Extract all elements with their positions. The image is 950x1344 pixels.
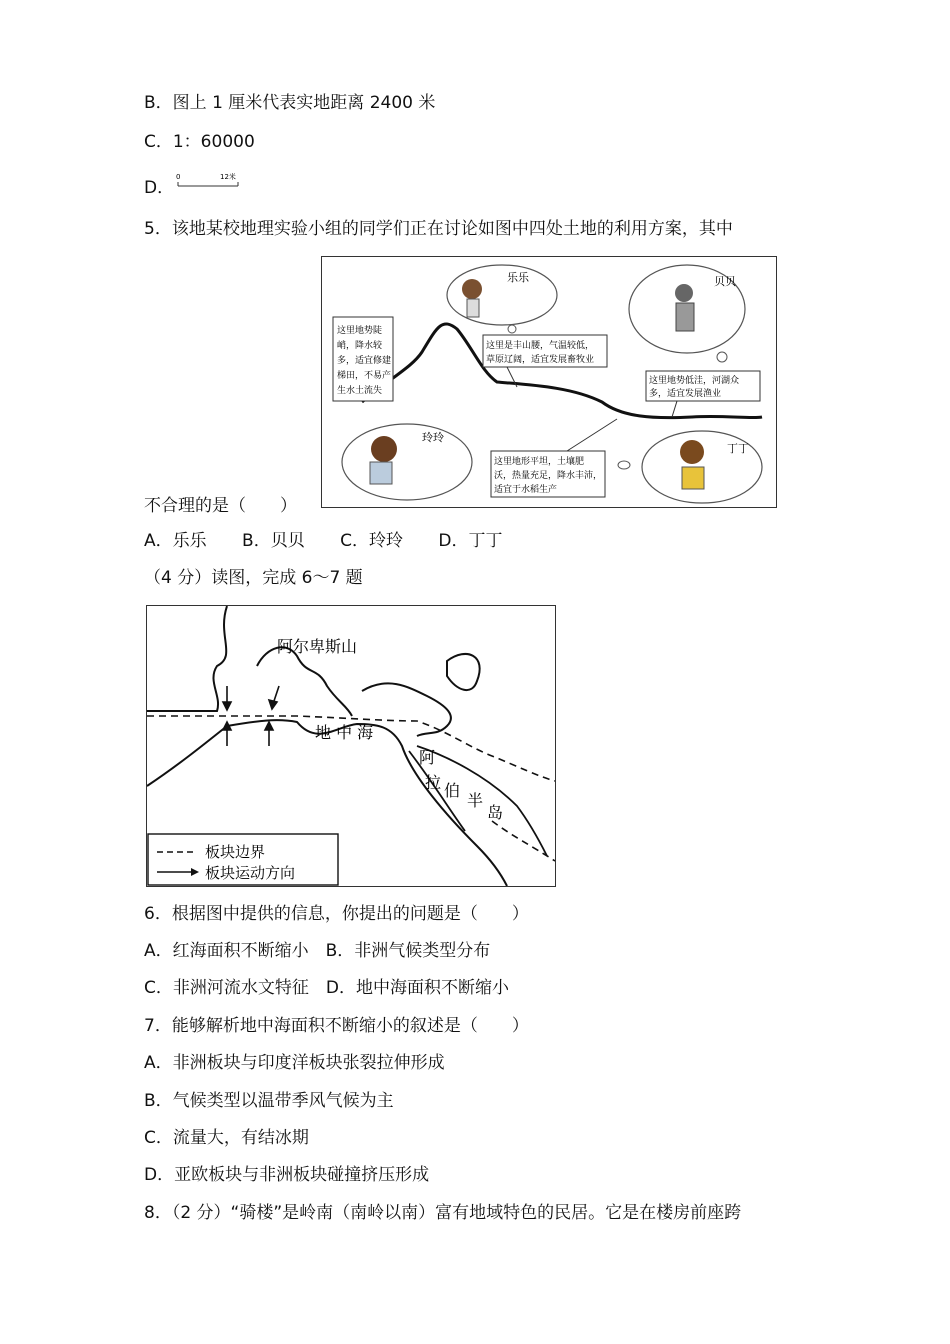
legend-motion: 板块运动方向: [205, 864, 296, 882]
svg-text:伯: 伯: [444, 781, 461, 800]
svg-text:多，适宜发展渔业: 多，适宜发展渔业: [649, 389, 722, 399]
cloud-lingling: [342, 424, 472, 500]
question-6-stem: 6．根据图中提供的信息，你提出的问题是（ ）: [144, 904, 529, 924]
question-7-option-b: B．气候类型以温带季风气候为主: [144, 1091, 394, 1111]
cloud-lele: [447, 265, 557, 333]
option-d: D．: [144, 178, 175, 198]
legend-boundary: 板块边界: [205, 843, 266, 861]
scale-bar: [176, 172, 246, 192]
box-dingding: [491, 419, 617, 497]
question-6-options-ab: A．红海面积不断缩小 B．非洲气候类型分布: [144, 941, 491, 961]
cloud-dingding: [618, 431, 762, 503]
q5-option-a: A．乐乐: [144, 531, 207, 551]
question-5-stem: 5．该地某校地理实验小组的同学们正在讨论如图中四处土地的利用方案，其中: [144, 219, 733, 239]
name-lele: 乐乐: [507, 271, 529, 284]
question-7-option-a: A．非洲板块与印度洋板块张裂拉伸形成: [144, 1053, 445, 1073]
svg-text:0: 0: [176, 173, 181, 181]
option-b: B．图上 1 厘米代表实地距离 2400 米: [144, 93, 436, 113]
svg-text:适宜于水稻生产: 适宜于水稻生产: [494, 485, 558, 495]
map-legend: [148, 834, 338, 885]
question-7-stem: 7．能够解析地中海面积不断缩小的叙述是（ ）: [144, 1016, 529, 1036]
q5-option-b: B．贝贝: [242, 531, 305, 551]
box-lele: [483, 335, 607, 387]
svg-text:岛: 岛: [487, 803, 504, 822]
question-5-stem-cont: 不合理的是（ ）: [144, 496, 297, 516]
terrain-discussion-figure: [321, 256, 777, 508]
question-7-option-c: C．流量大，有结冰期: [144, 1128, 309, 1148]
name-lingling: 玲玲: [422, 431, 444, 444]
box-beibei: [646, 371, 760, 417]
svg-text:半: 半: [467, 791, 484, 810]
svg-text:这里是丰山腰，气温较低，: 这里是丰山腰，气温较低，: [486, 341, 595, 351]
svg-text:这里地势低洼，河湖众: 这里地势低洼，河湖众: [649, 376, 740, 386]
svg-text:草原辽阔，适宜发展畜牧业: 草原辽阔，适宜发展畜牧业: [486, 355, 595, 365]
mediterranean-map: [146, 605, 556, 887]
option-c: C．1：60000: [144, 132, 255, 152]
q5-option-d: D．丁丁: [438, 531, 503, 551]
q5-option-c: C．玲玲: [340, 531, 403, 551]
svg-text:这里地势陡: 这里地势陡: [337, 326, 383, 336]
black-sea: [447, 654, 480, 690]
cloud-beibei: [629, 265, 745, 362]
svg-text:梯田，不易产: 梯田，不易产: [337, 371, 392, 381]
coast-turkey: [362, 683, 451, 736]
svg-text:12米: 12米: [220, 173, 236, 181]
name-dingding: 丁丁: [727, 442, 749, 455]
svg-text:阿: 阿: [419, 748, 436, 767]
svg-text:这里地形平坦，土壤肥: 这里地形平坦，土壤肥: [494, 457, 585, 467]
svg-text:生水土流失: 生水土流失: [337, 386, 383, 396]
question-6-options-cd: C．非洲河流水文特征 D．地中海面积不断缩小: [144, 978, 509, 998]
svg-text:多，适宜修建: 多，适宜修建: [337, 356, 392, 366]
box-lingling: [333, 317, 393, 401]
label-mediterranean: 地 中 海: [315, 723, 374, 742]
svg-text:沃，热量充足，降水丰沛，: 沃，热量充足，降水丰沛，: [494, 471, 603, 481]
question-5-options: [144, 530, 533, 552]
label-alps: 阿尔卑斯山: [277, 637, 358, 656]
question-8-stem: 8．（2 分）“骑楼”是岭南（南岭以南）富有地域特色的民居。它是在楼房前座跨: [144, 1203, 742, 1223]
svg-text:拉: 拉: [425, 773, 442, 792]
coast-iberia: [147, 606, 227, 711]
section-intro: （4 分）读图，完成 6～7 题: [144, 568, 363, 588]
question-7-option-d: D．亚欧板块与非洲板块碰撞挤压形成: [144, 1165, 430, 1185]
plate-boundary-south: [492, 821, 555, 861]
label-arabia: [419, 748, 503, 822]
svg-text:峭，降水较: 峭，降水较: [337, 341, 383, 351]
name-beibei: 贝贝: [714, 275, 736, 288]
